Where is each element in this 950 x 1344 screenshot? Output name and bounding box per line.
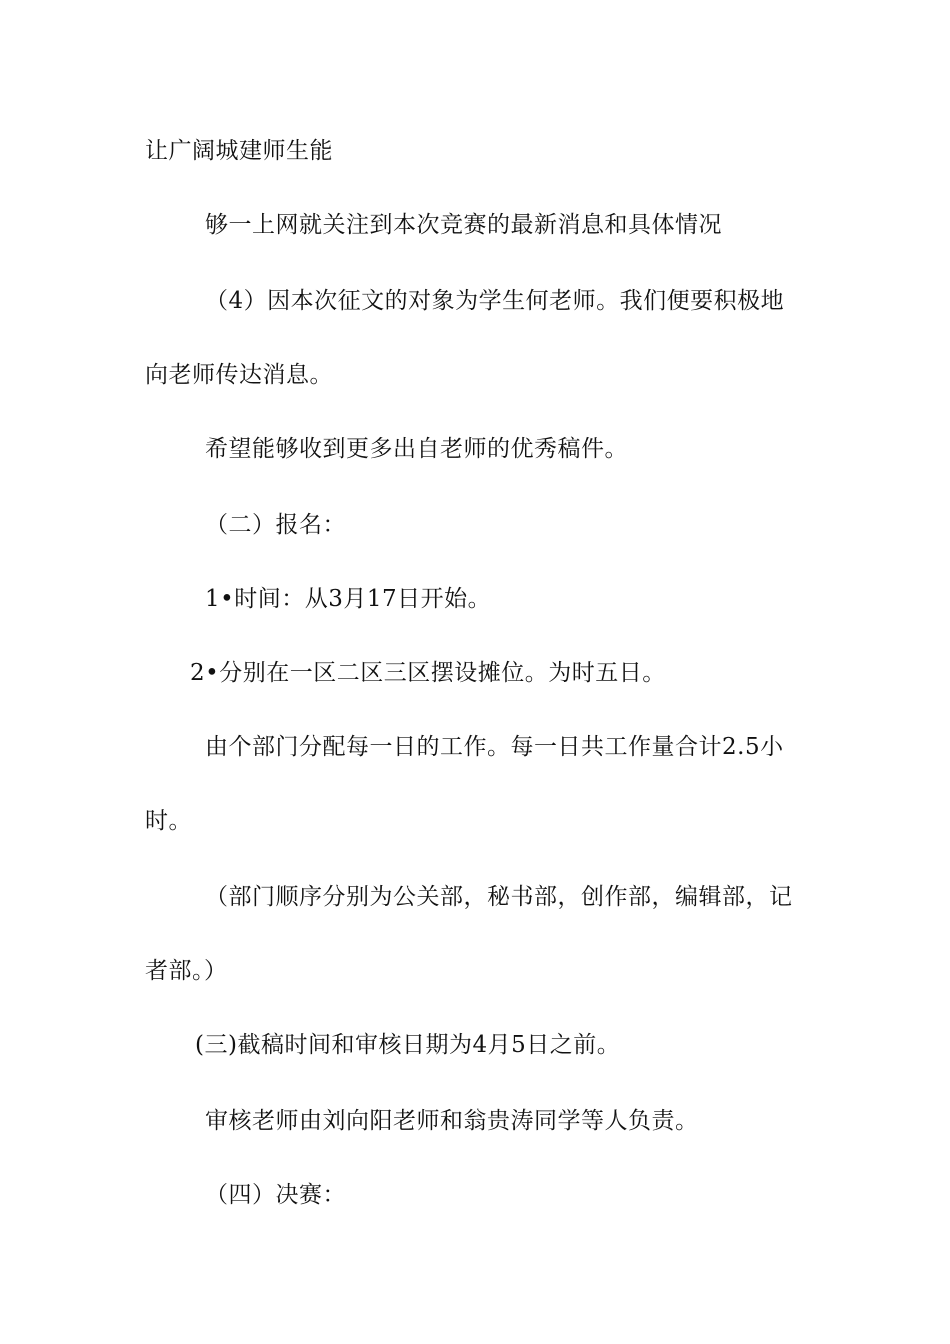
text-line-8: 2•分别在一区二区三区摆设摊位。为时五日。 bbox=[190, 660, 666, 686]
text-line-11: （部门顺序分别为公关部，秘书部，创作部，编辑部，记 bbox=[205, 884, 793, 910]
section-heading-deadline: (三)截稿时间和审核日期为4月5日之前。 bbox=[195, 1032, 621, 1058]
text-line-4: 向老师传达消息。 bbox=[145, 362, 333, 388]
text-line-2: 够一上网就关注到本次竞赛的最新消息和具体情况 bbox=[205, 212, 722, 238]
text-line-10: 时。 bbox=[145, 808, 192, 834]
text-line-3: （4）因本次征文的对象为学生何老师。我们便要积极地 bbox=[205, 288, 785, 314]
section-heading-registration: （二）报名： bbox=[205, 512, 346, 538]
text-line-12: 者部。） bbox=[145, 958, 228, 984]
section-heading-final: （四）决赛： bbox=[205, 1182, 346, 1208]
text-line-7: 1•时间：从3月17日开始。 bbox=[205, 586, 492, 612]
text-line-1: 让广阔城建师生能 bbox=[145, 138, 333, 164]
text-line-5: 希望能够收到更多出自老师的优秀稿件。 bbox=[205, 436, 628, 462]
text-line-9: 由个部门分配每一日的工作。每一日共工作量合计2.5小 bbox=[205, 734, 784, 760]
text-line-14: 审核老师由刘向阳老师和翁贵涛同学等人负责。 bbox=[205, 1108, 699, 1134]
